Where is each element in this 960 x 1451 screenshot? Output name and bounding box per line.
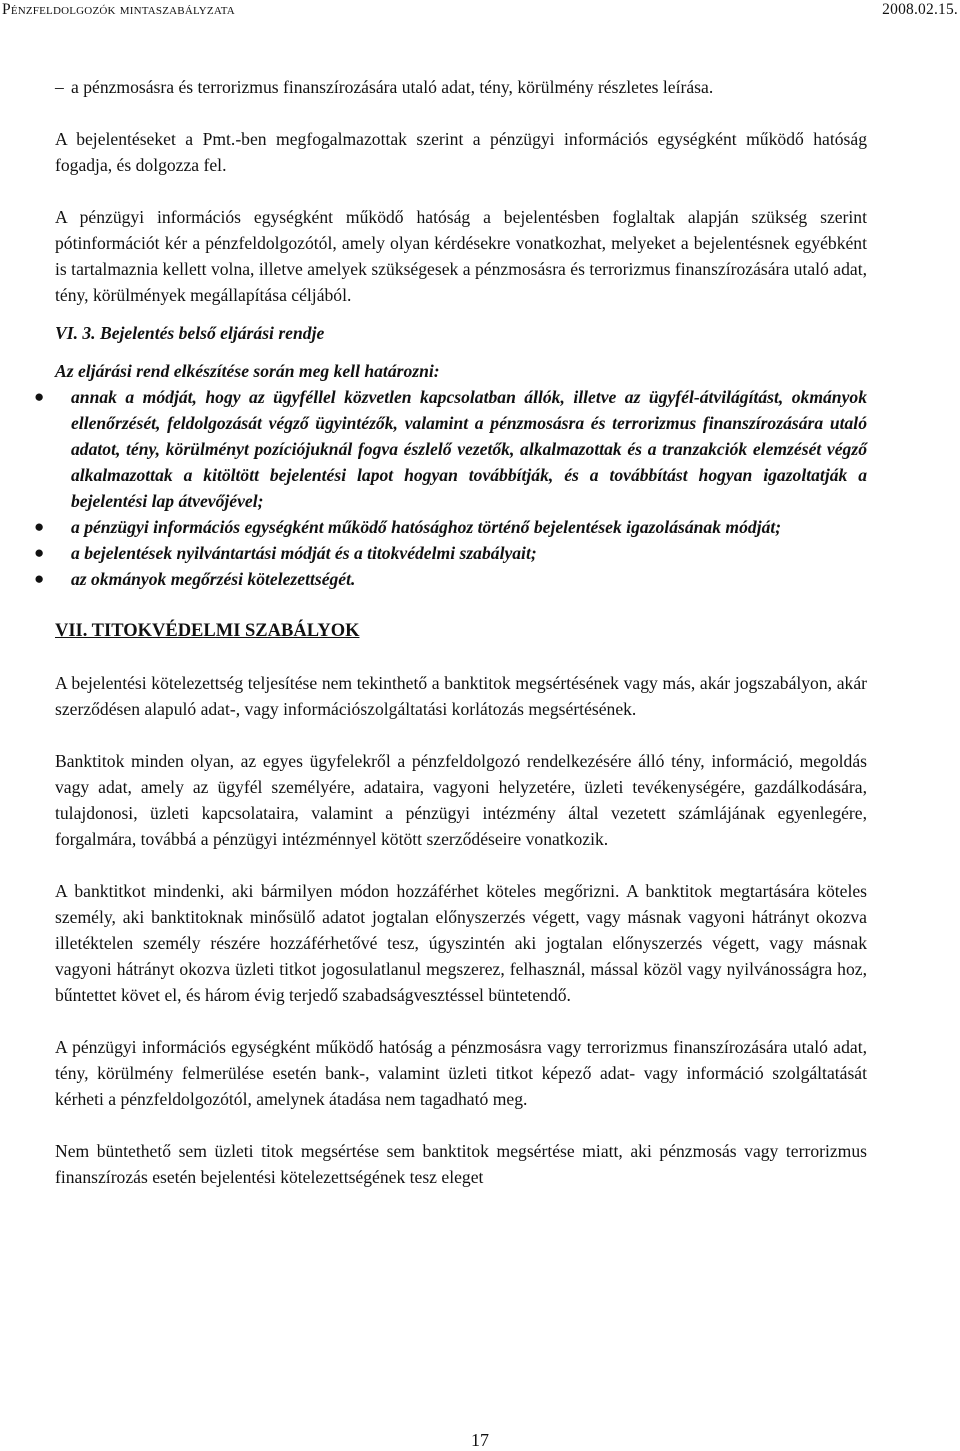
paragraph: Nem büntethető sem üzleti titok megsértése sem banktitok megsértése miatt, aki pénzmosás vagy terrorizmus finanszírozás esetén bejelentési kötelezettségének tesz eleget [55, 1141, 867, 1187]
list-item-text: annak a módját, hogy az ügyféllel közvetlen kapcsolatban állók, illetve az ügyfél-átvilágítást, okmányok ellenőrzését, feldolgozását végző ügyintézők, valamint a pénzmosásra és terrorizmus finanszírozására utaló adatot, tény, körülményt pozíciójuknál fogva észlelő vezetők, alkalmazottak és a tranzakciók elemzését végző alkalmazottak a kitöltött bejelentési lapot hogyan továbbítják, és a továbbítást hogyan igazoltatják a bejelentési lap átvevőjével; [71, 387, 867, 511]
procedure-list [34, 384, 867, 592]
header-document-title: Pénzfeldolgozók mintaszabályzata [2, 1, 235, 18]
list-item-text: az okmányok megőrzési kötelezettségét. [71, 569, 356, 589]
list-item-text: a bejelentések nyilvántartási módját és a titokvédelmi szabályait; [71, 543, 537, 563]
page-number: 17 [471, 1430, 489, 1450]
paragraph: A banktitkot mindenki, aki bármilyen módon hozzáférhet köteles megőrizni. A banktitok megtartására köteles személy, aki banktitoknak minősülő adatot jogtalan előnyszerzés végett, vagy másnak vagyoni hátrányt okozva illetéktelen személy részére hozzáférhetővé tesz, úgyszintén aki jogtalan előnyszerzés végett, vagy másnak vagyoni hátrányt okozva üzleti titkot jogosulatlanul megszerez, felhasznál, mással közöl vagy nyilvánosságra hoz, bűntettet követ el, és három évig terjedő szabadságvesztéssel büntetendő. [55, 881, 867, 1005]
bullet-icon: ● [34, 569, 45, 588]
bullet-icon: ● [34, 543, 45, 562]
list-item [34, 384, 867, 514]
paragraph: Banktitok minden olyan, az egyes ügyfelekről a pénzfeldolgozó rendelkezésére álló tény, információ, megoldás vagy adat, amely az ügyfél személyére, adataira, vagyoni helyzetére, üzleti tevékenységére, gazdálkodására, tulajdonosi, üzleti kapcsolataira, valamint a pénzügyi intézmény által vezetett számlájának egyenlegére, forgalmára, továbbá a pénzügyi intézménnyel kötött szerződéseire vonatkozik. [55, 751, 867, 849]
list-item-text: a pénzügyi információs egységként működő hatósághoz történő bejelentések igazolásának módját; [71, 517, 782, 537]
document-body [34, 74, 867, 1190]
chapter-heading: VII. TITOKVÉDELMI SZABÁLYOK [55, 621, 360, 641]
paragraph: A pénzügyi információs egységként működő hatóság a bejelentésben foglaltak alapján szükség szerint pótinformációt kér a pénzfeldolgozótól, amely olyan kérdésekre vonatkozhat, melyeket a bejelentésnek egyébként is tartalmaznia kellett volna, illetve amelyek szükségesek a pénzmosásra és terrorizmus finanszírozására utaló adat, tény, körülmények megállapítása céljából. [55, 207, 867, 305]
bullet-icon: ● [34, 517, 45, 536]
page-header [0, 0, 960, 26]
section-lead: Az eljárási rend elkészítése során meg kell határozni: [55, 361, 440, 381]
list-item [55, 74, 867, 100]
list-item [34, 566, 867, 592]
bullet-icon: ● [34, 387, 45, 406]
list-item [34, 514, 867, 540]
section-heading: VI. 3. Bejelentés belső eljárási rendje [55, 323, 325, 343]
list-item-text: a pénzmosásra és terrorizmus finanszírozására utaló adat, tény, körülmény részletes leírása. [71, 77, 714, 97]
paragraph: A bejelentéseket a Pmt.-ben megfogalmazottak szerint a pénzügyi információs egységként működő hatóság fogadja, és dolgozza fel. [55, 129, 867, 175]
header-date: 2008.02.15. [882, 1, 958, 18]
paragraph: A pénzügyi információs egységként működő hatóság a pénzmosásra vagy terrorizmus finanszírozására utaló adat, tény, körülmény felmerülése esetén bank-, valamint üzleti titkot képező adat- vagy információ szolgáltatását kérheti a pénzfeldolgozótól, amelynek átadása nem tagadható meg. [55, 1037, 867, 1109]
dash-marker: – [55, 77, 64, 97]
paragraph: A bejelentési kötelezettség teljesítése nem tekinthető a banktitok megsértésének vagy más, akár jogszabályon, akár szerződésen alapuló adat-, vagy információszolgáltatási korlátozás megsértésének. [55, 673, 867, 719]
list-item [34, 540, 867, 566]
